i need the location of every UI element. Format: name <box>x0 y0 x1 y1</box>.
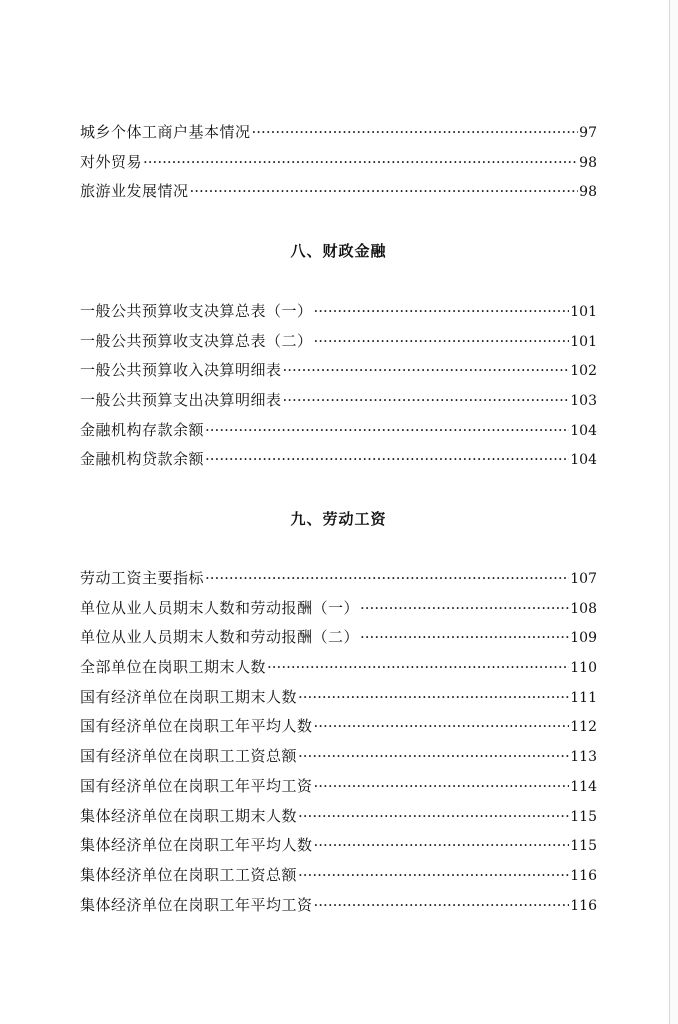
toc-entry-title: 单位从业人员期末人数和劳动报酬（一） <box>80 598 360 617</box>
toc-entry-page: 114 <box>570 778 597 795</box>
toc-leader-dots <box>314 327 570 357</box>
toc-entry[interactable] <box>80 297 597 327</box>
page-edge <box>669 0 678 1024</box>
toc-entry-page: 103 <box>570 393 597 410</box>
toc-entry-title: 劳动工资主要指标 <box>80 569 205 587</box>
toc-leader-dots <box>314 772 570 802</box>
toc-leader-dots <box>298 742 569 772</box>
toc-entry-title: 一般公共预算收支决算总表（二） <box>80 331 313 350</box>
toc-entry-page: 98 <box>579 184 597 201</box>
toc-entry-page: 109 <box>570 630 597 647</box>
toc-entry[interactable] <box>80 802 597 832</box>
toc-entry-page: 112 <box>570 719 597 736</box>
toc-group-labor <box>80 564 597 920</box>
toc-entry[interactable] <box>80 416 597 446</box>
toc-entry-title: 集体经济单位在岗职工年平均工资 <box>80 895 313 914</box>
toc-entry-page: 98 <box>579 154 597 171</box>
toc-entry-page: 97 <box>579 125 597 141</box>
toc-leader-dots <box>143 148 578 178</box>
toc-entry[interactable] <box>80 891 597 921</box>
toc-leader-dots <box>314 891 570 921</box>
toc-entry-page: 101 <box>570 333 597 350</box>
toc-leader-dots <box>283 386 570 416</box>
toc-leader-dots <box>298 802 569 832</box>
toc-leader-dots <box>360 594 569 624</box>
toc-entry-page: 108 <box>570 600 597 617</box>
toc-entry-title: 对外贸易 <box>80 152 143 171</box>
toc-leader-dots <box>252 118 579 148</box>
toc-leader-dots <box>267 653 569 683</box>
toc-entry-page: 107 <box>570 571 597 587</box>
toc-entry-page: 113 <box>570 749 597 766</box>
toc-entry-page: 104 <box>570 422 597 439</box>
toc-leader-dots <box>283 356 570 386</box>
section-heading-labor: 九、劳动工资 <box>290 510 387 528</box>
toc-entry-title: 单位从业人员期末人数和劳动报酬（二） <box>80 628 360 647</box>
toc-entry[interactable] <box>80 653 597 683</box>
toc-leader-dots <box>205 416 569 446</box>
toc-entry-title: 一般公共预算支出决算明细表 <box>80 391 282 410</box>
toc-entry-page: 111 <box>570 689 597 706</box>
toc-entry[interactable] <box>80 386 597 416</box>
toc-entry-page: 116 <box>570 867 597 884</box>
toc-entry-page: 101 <box>570 304 597 320</box>
toc-entry-page: 104 <box>570 452 597 469</box>
toc-entry-title: 一般公共预算收入决算明细表 <box>80 361 282 380</box>
toc-entry-page: 102 <box>570 363 597 380</box>
toc-entry-page: 115 <box>570 808 597 825</box>
toc-entry-title: 集体经济单位在岗职工工资总额 <box>80 865 298 884</box>
toc-entry[interactable] <box>80 356 597 386</box>
toc-entry[interactable] <box>80 118 597 148</box>
section-heading-finance: 八、财政金融 <box>290 242 387 260</box>
toc-leader-dots <box>190 177 579 207</box>
toc-entry-title: 国有经济单位在岗职工年平均人数 <box>80 717 313 736</box>
toc-entry-title: 金融机构贷款余额 <box>80 450 205 469</box>
toc-entry[interactable] <box>80 564 597 594</box>
toc-entry-title: 城乡个体工商户基本情况 <box>80 123 251 141</box>
toc-entry-page: 115 <box>570 838 597 855</box>
toc-entry[interactable] <box>80 712 597 742</box>
toc-entry[interactable] <box>80 594 597 624</box>
toc-entry-title: 国有经济单位在岗职工年平均工资 <box>80 776 313 795</box>
toc-entry-page: 110 <box>570 660 597 677</box>
toc-entry[interactable] <box>80 861 597 891</box>
toc-entry-title: 集体经济单位在岗职工年平均人数 <box>80 836 313 855</box>
toc-group-continued <box>80 118 597 207</box>
toc-entry-title: 国有经济单位在岗职工工资总额 <box>80 747 298 766</box>
toc-entry-title: 金融机构存款余额 <box>80 420 205 439</box>
toc-entry[interactable] <box>80 148 597 178</box>
toc-leader-dots <box>314 712 570 742</box>
toc-entry[interactable] <box>80 831 597 861</box>
toc-leader-dots <box>360 623 569 653</box>
toc-entry[interactable] <box>80 445 597 475</box>
toc-leader-dots <box>298 683 569 713</box>
toc-leader-dots <box>205 445 569 475</box>
toc-group-finance <box>80 297 597 475</box>
toc-entry[interactable] <box>80 623 597 653</box>
toc-entry[interactable] <box>80 772 597 802</box>
toc-entry[interactable] <box>80 683 597 713</box>
toc-entry-title: 一般公共预算收支决算总表（一） <box>80 302 313 320</box>
toc-leader-dots <box>298 861 569 891</box>
toc-entry[interactable] <box>80 177 597 207</box>
toc-entry-title: 国有经济单位在岗职工期末人数 <box>80 687 298 706</box>
toc-leader-dots <box>314 297 570 327</box>
toc-entry-title: 旅游业发展情况 <box>80 182 189 201</box>
toc-leader-dots <box>205 564 569 594</box>
toc-entry-page: 116 <box>570 897 597 914</box>
toc-entry[interactable] <box>80 742 597 772</box>
toc-entry-title: 全部单位在岗职工期末人数 <box>80 658 267 677</box>
toc-entry-title: 集体经济单位在岗职工期末人数 <box>80 806 298 825</box>
toc-leader-dots <box>314 831 570 861</box>
toc-entry[interactable] <box>80 327 597 357</box>
